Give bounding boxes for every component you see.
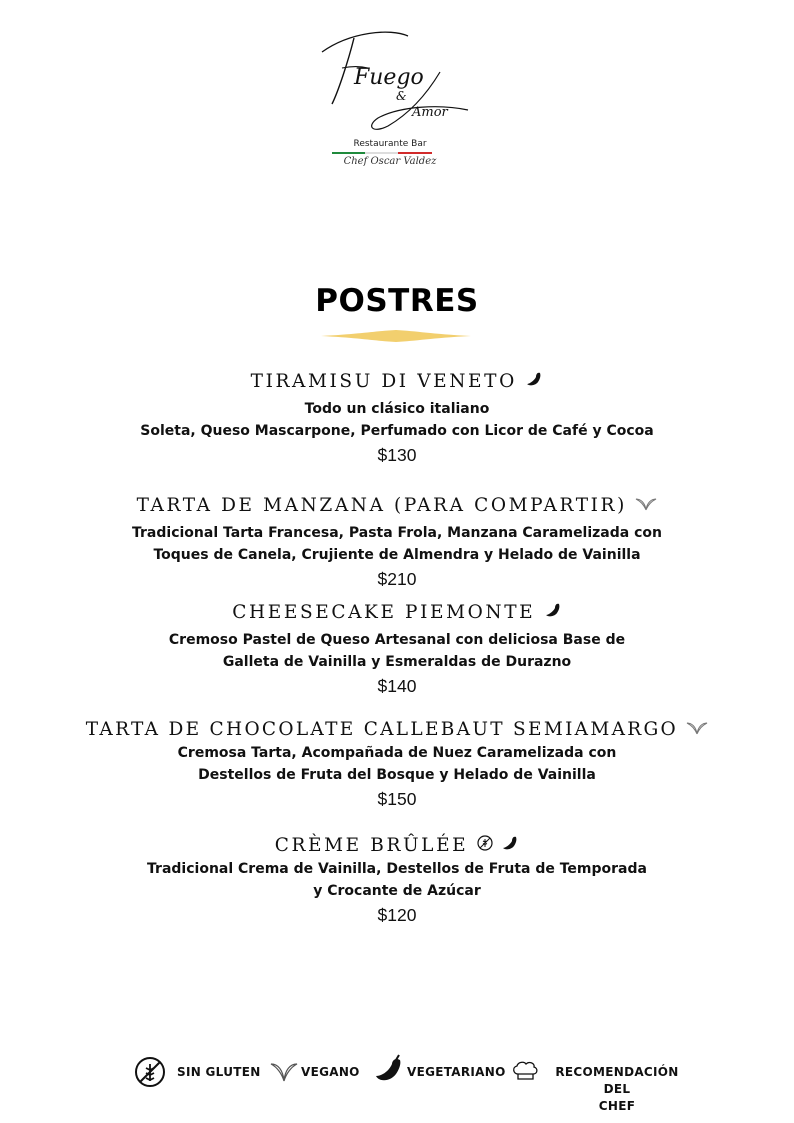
vegetarian-icon [501,834,519,858]
ornament-divider [321,328,471,344]
gluten-free-icon [477,834,493,858]
gluten-free-icon [134,1056,166,1088]
vegetarian-icon [374,1054,404,1084]
svg-text:Fuego: Fuego [354,65,424,90]
legend-label-chef [542,1064,692,1115]
legend-label-chef-line2: CHEF [598,1099,636,1113]
vegetarian-icon [544,601,562,625]
italian-flag-line [332,152,432,154]
svg-text:Amor: Amor [412,105,448,120]
chef-signature: Chef Oscar Valdez [343,156,437,167]
legend-label-chef-line1: RECOMENDACIÓN DEL [555,1065,679,1096]
menu-item [0,718,794,811]
brand-subtitle: Restaurante Bar [353,139,427,149]
item-desc-line: Todo un clásico italiano [304,401,490,417]
item-desc-line: y Crocante de Azúcar [313,883,481,899]
restaurant-logo [300,22,480,182]
item-name: TARTA DE CHOCOLATE CALLEBAUT SEMIAMARGO [85,719,679,740]
page-title: POSTRES [315,283,479,319]
logo-script [300,22,480,137]
menu-item [0,494,794,591]
vegan-icon [635,494,657,518]
legend-label-gluten-free: SIN GLUTEN [177,1065,261,1079]
menu-item [0,370,794,467]
item-desc-line: Soleta, Queso Mascarpone, Perfumado con Licor de Café y Cocoa [140,423,654,439]
chef-hat-icon [511,1060,539,1082]
item-price: $130 [377,445,417,465]
vegan-icon [270,1060,298,1082]
item-desc-line: Cremosa Tarta, Acompañada de Nuez Caramelizada con [177,745,617,761]
item-desc-line: Tradicional Tarta Francesa, Pasta Frola, Manzana Caramelizada con [132,525,662,541]
vegetarian-icon [525,370,543,394]
item-price: $150 [377,789,417,809]
item-name: TARTA DE MANZANA (PARA COMPARTIR) [136,495,627,516]
item-desc-line: Cremoso Pastel de Queso Artesanal con deliciosa Base de [168,632,626,648]
menu-item [0,834,794,927]
menu-item [0,601,794,698]
item-desc-line: Destellos de Fruta del Bosque y Helado de Vainilla [198,767,596,783]
item-price: $120 [377,905,417,925]
item-name: CRÈME BRÛLÉE [274,835,469,856]
item-name: TIRAMISU DI VENETO [250,371,517,392]
item-desc-line: Toques de Canela, Crujiente de Almendra y Helado de Vainilla [153,547,641,563]
item-price: $140 [377,676,417,696]
svg-text:&: & [396,89,407,103]
legend-label-vegan: VEGANO [301,1065,360,1079]
item-name: CHEESECAKE PIEMONTE [232,602,536,623]
item-desc-line: Galleta de Vainilla y Esmeraldas de Durazno [222,654,572,670]
item-price: $210 [377,569,417,589]
legend-label-vegetarian: VEGETARIANO [407,1065,506,1079]
item-desc-line: Tradicional Crema de Vainilla, Destellos de Fruta de Temporada [147,861,647,877]
vegan-icon [686,718,708,742]
dietary-legend [130,1054,710,1113]
